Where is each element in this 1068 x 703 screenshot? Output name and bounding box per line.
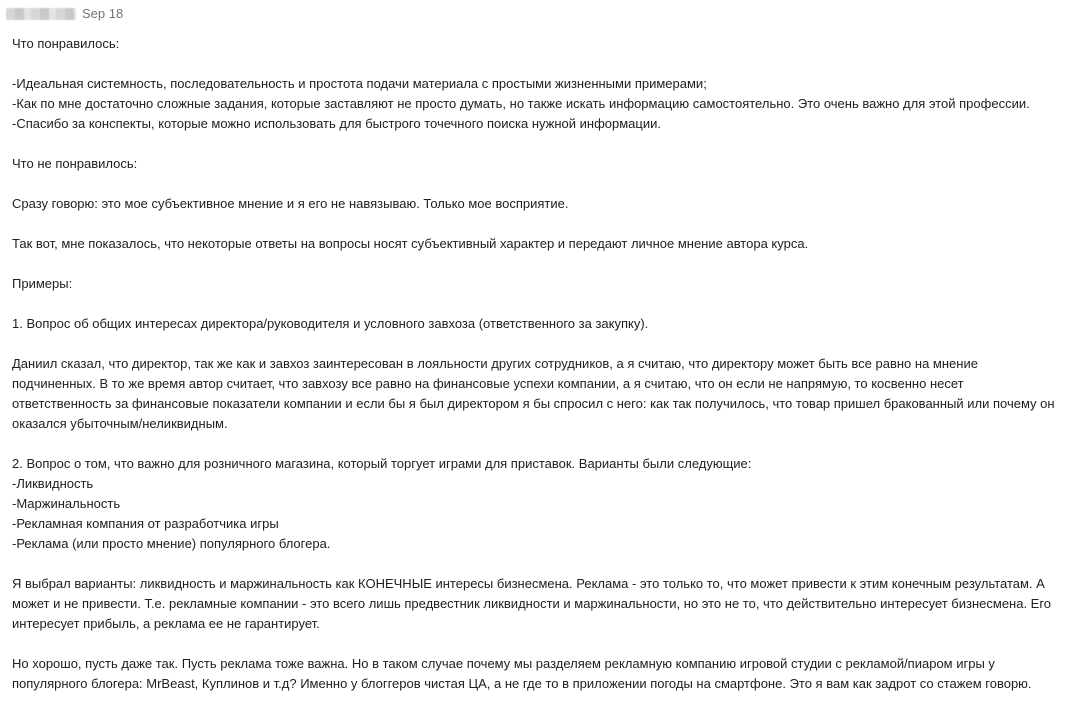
paragraph-gap: [12, 294, 1062, 314]
review-date: Sep 18: [82, 6, 124, 21]
example-1-body: Даниил сказал, что директор, так же как и завхоз заинтересован в лояльности других сотрудников, а я считаю, что директору может быть все равно на мнение подчиненных. В то же время автор считает, что завхозу все равно на финансовые успехи компании, а я считаю, что он если не напрямую, то косвенно несет ответственность за финансовые показатели компании и если бы я был директором я бы спросил с него: как так получилось, что товар пришел бракованный или почему он оказался убыточным/неликвидным.: [12, 356, 1055, 431]
paragraph-gap: [12, 634, 1062, 654]
paragraph-gap: [12, 554, 1062, 574]
example-2-option: -Реклама (или просто мнение) популярного блогера.: [12, 536, 331, 551]
example-2-option: -Рекламная компания от разработчика игры: [12, 516, 279, 531]
example-2-option: -Ликвидность: [12, 476, 94, 491]
example-2-option: -Маржинальность: [12, 496, 121, 511]
example-1-title: 1. Вопрос об общих интересах директора/руководителя и условного завхоза (ответственного за закупку).: [12, 316, 649, 331]
review-header: [12, 4, 1062, 24]
paragraph-gap: [12, 134, 1062, 154]
paragraph-gap: [12, 434, 1062, 454]
examples-heading: Примеры:: [12, 276, 73, 291]
paragraph-gap: [12, 214, 1062, 234]
paragraph-gap: [12, 54, 1062, 74]
liked-item: -Идеальная системность, последовательность и простота подачи материала с простыми жизненными примерами;: [12, 76, 707, 91]
paragraph-gap: [12, 254, 1062, 274]
disliked-heading: Что не понравилось:: [12, 156, 138, 171]
review-card: [12, 4, 1062, 694]
example-2-choice-paragraph: Я выбрал варианты: ликвидность и маржинальность как КОНЕЧНЫЕ интересы бизнесмена. Реклама - это только то, что может привести к этим конечным результатам. А может и не привести. Т.е. рекламные компании - это всего лишь предвестник ликвидности и маржинальности, но это не то, что действительно интересует бизнесмена. Его интересует прибыль, а реклама ее не гарантирует.: [12, 576, 1052, 631]
paragraph-gap: [12, 174, 1062, 194]
main-point-paragraph: Так вот, мне показалось, что некоторые ответы на вопросы носят субъективный характер и передают личное мнение автора курса.: [12, 236, 809, 251]
example-2-followup-paragraph: Но хорошо, пусть даже так. Пусть реклама тоже важна. Но в таком случае почему мы разделяем рекламную компанию игровой студии с рекламой/пиаром игры у популярного блогера: MrBeast, Куплинов и т.д? Именно у блоггеров чистая ЦА, а не где то в приложении погоды на смартфоне. Это я вам как задрот со стажем говорю.: [12, 656, 1032, 691]
paragraph-gap: [12, 334, 1062, 354]
redacted-author-name: [6, 8, 76, 20]
example-2-title: 2. Вопрос о том, что важно для розничного магазина, который торгует играми для приставок. Варианты были следующие:: [12, 456, 752, 471]
liked-heading: Что понравилось:: [12, 36, 120, 51]
review-body: [12, 34, 1062, 694]
disclaimer-paragraph: Сразу говорю: это мое субъективное мнение и я его не навязываю. Только мое восприятие.: [12, 196, 569, 211]
liked-item: -Спасибо за конспекты, которые можно использовать для быстрого точечного поиска нужной информации.: [12, 116, 661, 131]
liked-item: -Как по мне достаточно сложные задания, которые заставляют не просто думать, но также искать информацию самостоятельно. Это очень важно для этой профессии.: [12, 96, 1030, 111]
